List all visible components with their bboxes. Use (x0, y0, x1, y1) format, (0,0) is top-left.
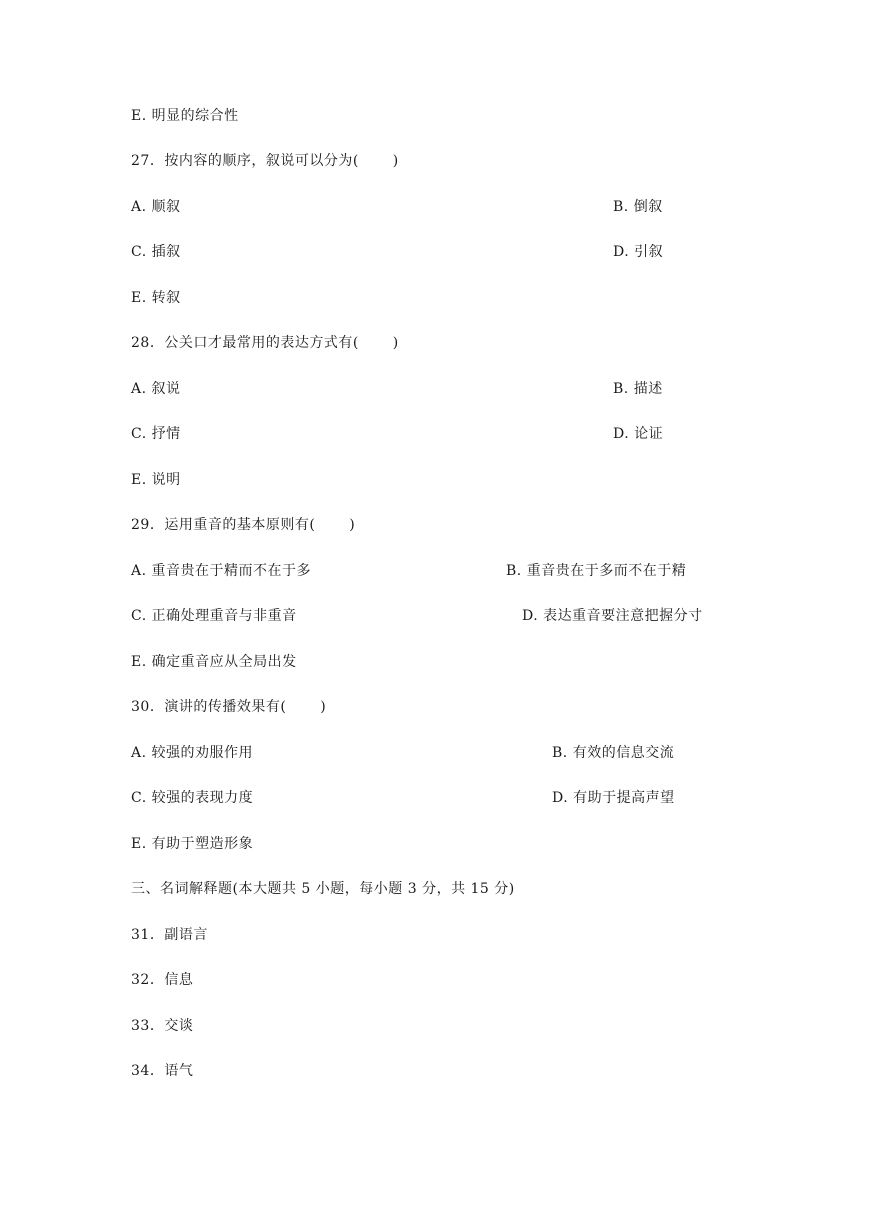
q28-stem: 28．公关口才最常用的表达方式有( ) (131, 335, 399, 351)
q31-term: 31．副语言 (131, 927, 208, 943)
q29-stem: 29．运用重音的基本原则有( ) (131, 517, 356, 533)
q30-option-b: B. 有效的信息交流 (552, 745, 675, 761)
q27-option-a: A. 顺叙 (131, 199, 181, 215)
q26-option-e: E. 明显的综合性 (131, 108, 239, 124)
q30-option-d: D. 有助于提高声望 (552, 790, 675, 806)
q29-option-d: D. 表达重音要注意把握分寸 (522, 608, 703, 624)
q30-option-e: E. 有助于塑造形象 (131, 836, 254, 852)
q28-option-a: A. 叙说 (131, 381, 181, 397)
q27-stem: 27．按内容的顺序，叙说可以分为( ) (131, 153, 399, 169)
q29-option-a: A. 重音贵在于精而不在于多 (131, 563, 312, 579)
q27-option-d: D. 引叙 (613, 244, 664, 260)
q29-option-e: E. 确定重音应从全局出发 (131, 654, 297, 670)
q30-option-c: C. 较强的表现力度 (131, 790, 254, 806)
q30-stem: 30．演讲的传播效果有( ) (131, 699, 327, 715)
q27-option-b: B. 倒叙 (613, 199, 663, 215)
q29-option-b: B. 重音贵在于多而不在于精 (506, 563, 687, 579)
q28-option-c: C. 抒情 (131, 426, 181, 442)
q28-option-b: B. 描述 (613, 381, 663, 397)
section3-heading: 三、名词解释题(本大题共 5 小题，每小题 3 分，共 15 分) (131, 881, 515, 897)
q34-term: 34．语气 (131, 1063, 194, 1079)
q32-term: 32．信息 (131, 972, 194, 988)
q30-option-a: A. 较强的劝服作用 (131, 745, 254, 761)
q27-option-c: C. 插叙 (131, 244, 181, 260)
q28-option-d: D. 论证 (613, 426, 664, 442)
q33-term: 33．交谈 (131, 1018, 194, 1034)
q27-option-e: E. 转叙 (131, 290, 181, 306)
q29-option-c: C. 正确处理重音与非重音 (131, 608, 297, 624)
q28-option-e: E. 说明 (131, 472, 181, 488)
